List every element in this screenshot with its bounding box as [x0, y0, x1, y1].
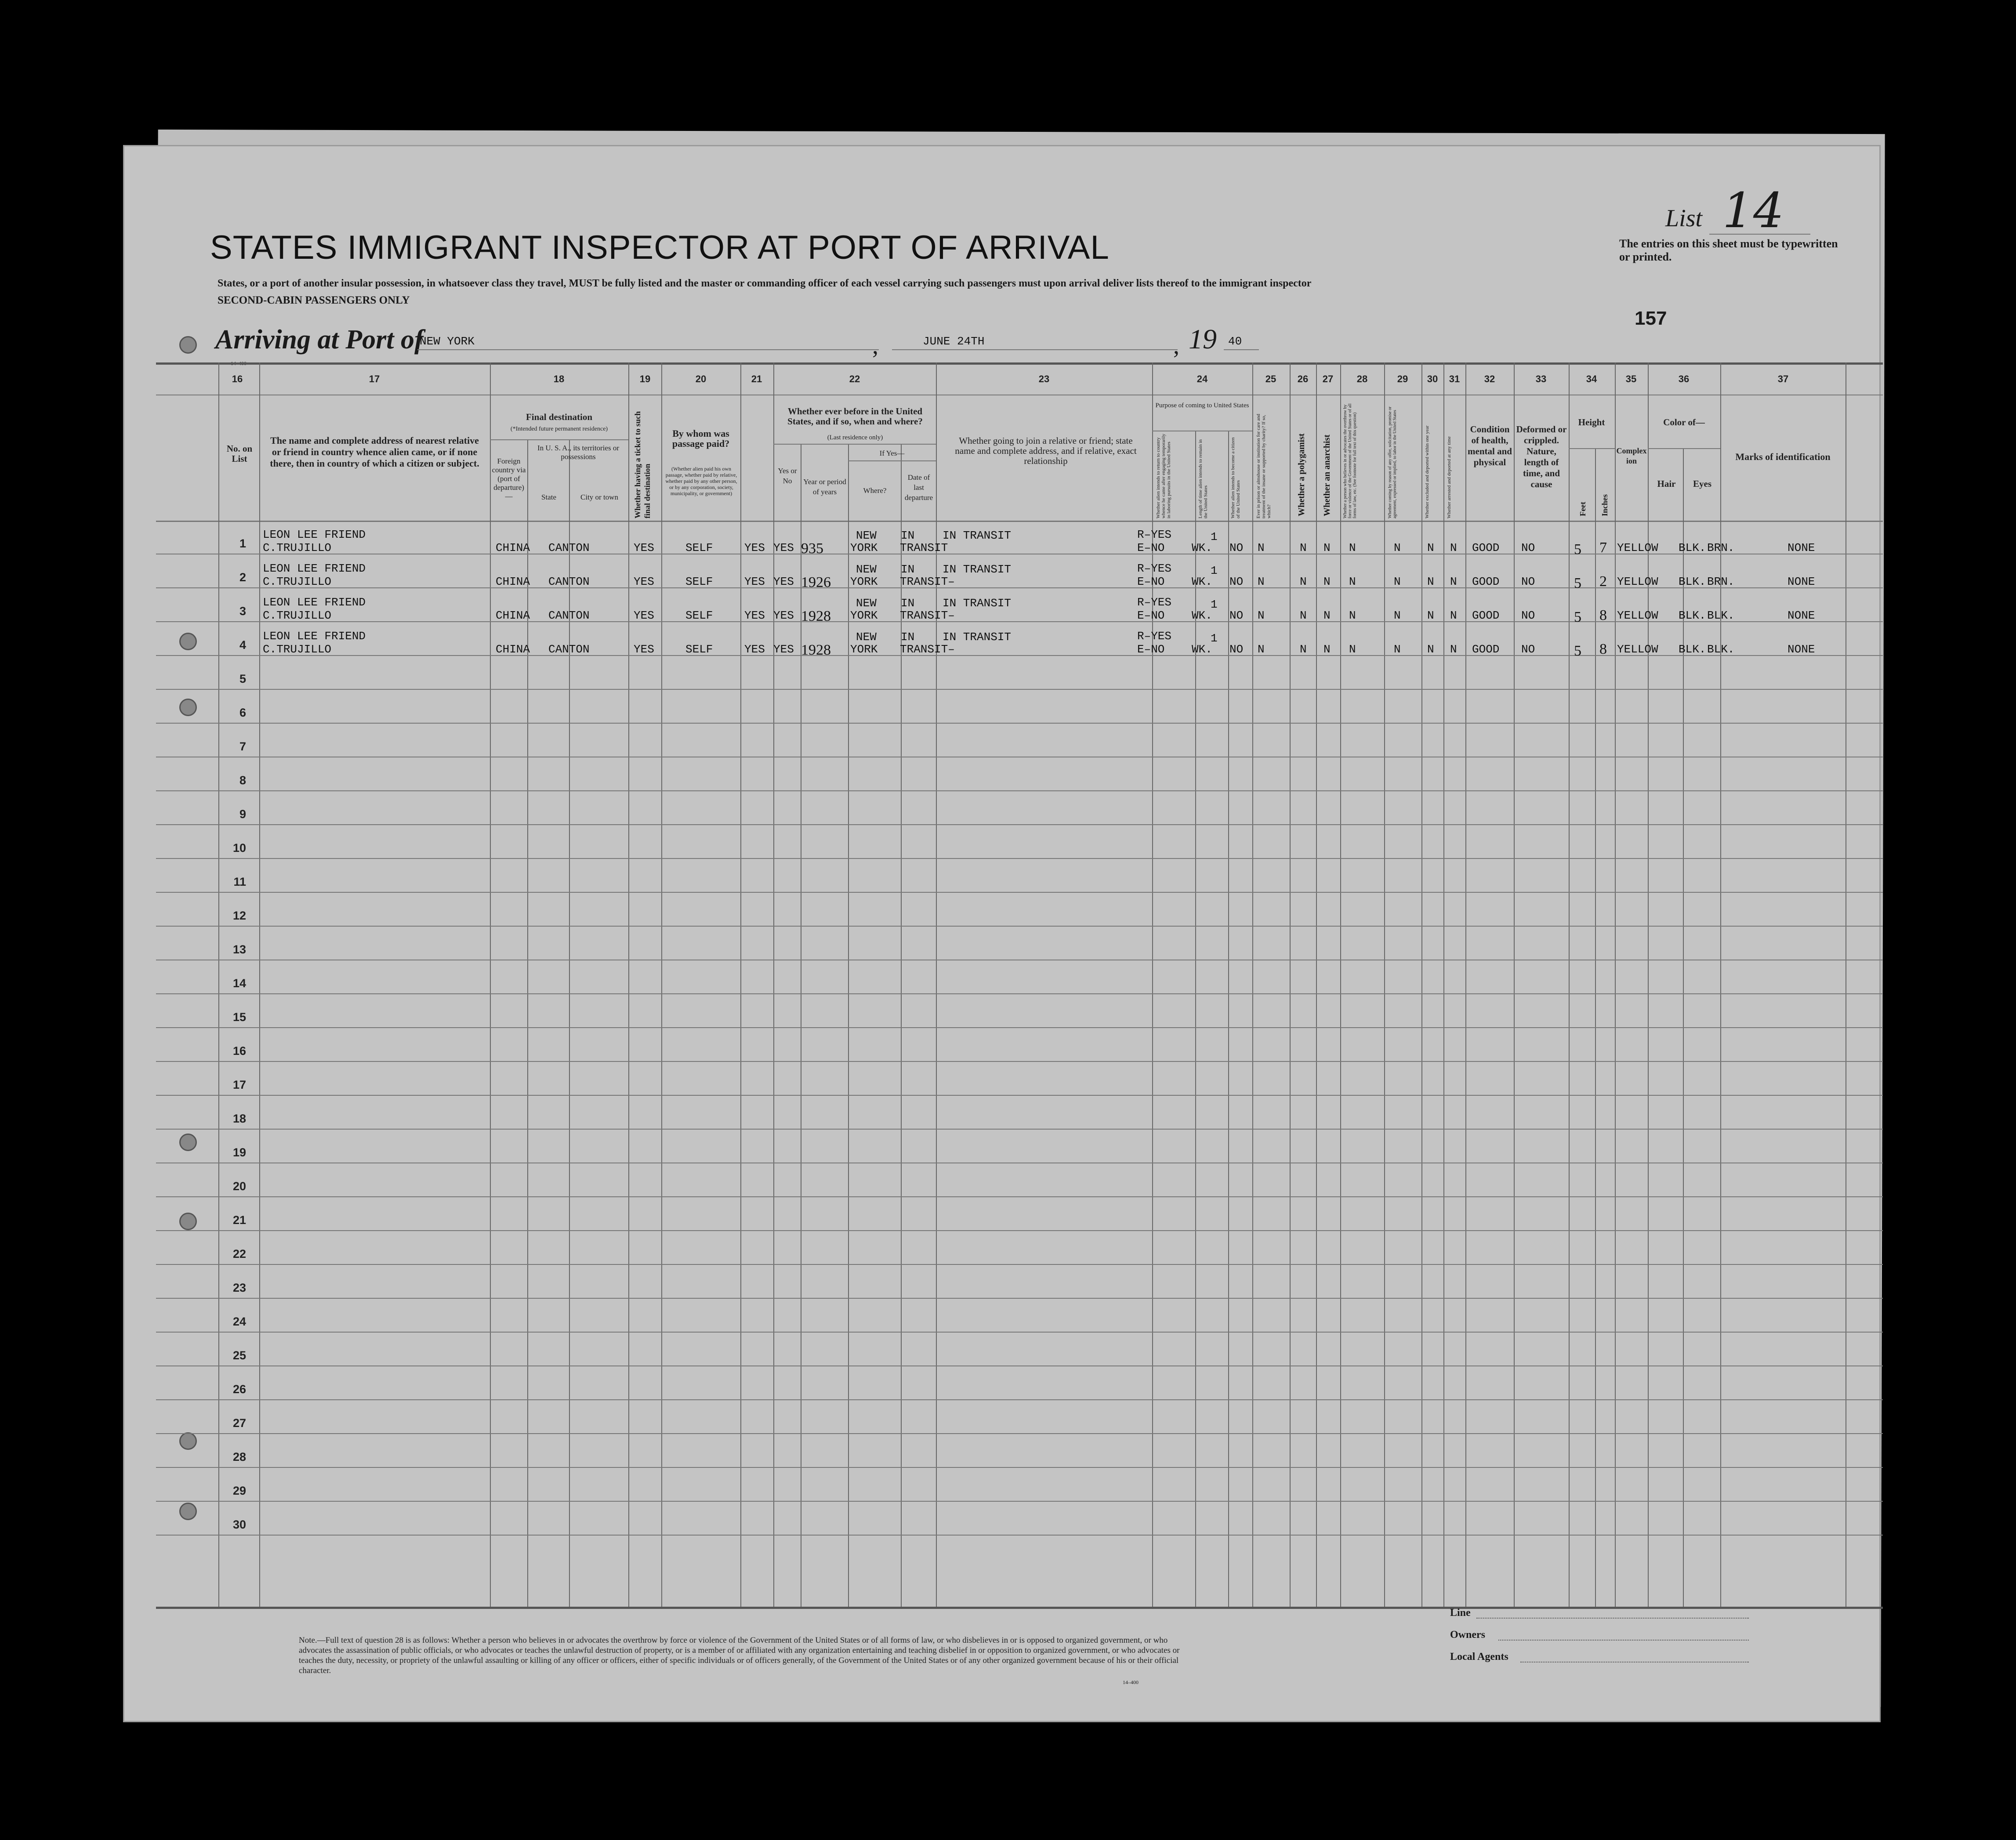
complexion-cell: YELLOW: [1617, 541, 1658, 554]
ticket-cell: YES: [634, 609, 654, 622]
complexion-cell: YELLOW: [1617, 609, 1658, 622]
page-number: 157: [1635, 308, 1667, 329]
eyes-cell: BLK.: [1707, 643, 1735, 656]
city-cell: CANTON: [548, 575, 590, 588]
date-top-cell: IN: [901, 630, 915, 644]
row-rule: [156, 723, 1883, 724]
anarchist-cell: N: [1323, 643, 1331, 656]
header-color-of: Color of—: [1663, 417, 1705, 427]
row-number: 11: [233, 875, 246, 888]
row-number: 1: [239, 537, 246, 550]
purpose-cell: E–NO: [1137, 541, 1165, 554]
marks-cell: NONE: [1788, 609, 1815, 622]
row-rule: [156, 1298, 1883, 1299]
polygamist-cell: N: [1300, 609, 1307, 622]
row-rule: [156, 1061, 1883, 1062]
port-value: NEW YORK: [420, 335, 475, 348]
pre-line: LEON LEE FRIEND: [263, 630, 366, 643]
hair-cell: BLK.: [1679, 575, 1706, 588]
passenger-class: SECOND-CABIN PASSENGERS ONLY: [218, 294, 410, 306]
row-number: 10: [232, 841, 246, 855]
citizen-cell: NO: [1229, 541, 1244, 554]
row-number: 14: [232, 977, 246, 990]
yes-no-cell: YES: [773, 575, 794, 588]
length-top-cell: 1: [1211, 530, 1218, 543]
q31-cell: N: [1450, 609, 1457, 622]
q31-cell: N: [1450, 575, 1457, 588]
header-relative: The name and complete address of nearest relative or friend in country whence alien came, or if none there, then in country of which a citizen or subject.: [270, 435, 479, 469]
date-top-cell: IN: [901, 597, 915, 610]
row-number: 23: [232, 1281, 246, 1294]
row-rule: [156, 689, 1883, 690]
header-q30: Whether excluded and deported within one year: [1425, 425, 1430, 518]
q29-cell: N: [1394, 575, 1401, 588]
arriving-label: Arriving at Port of: [215, 325, 424, 355]
port-underline: [417, 349, 879, 350]
header-bottom: [156, 521, 1883, 522]
punch-hole: [179, 1134, 197, 1151]
owners-underline: [1498, 1640, 1749, 1641]
header-date-departure: Date of last departure: [904, 473, 933, 502]
joining-cell: IN TRANSIT: [943, 563, 1012, 576]
length-top-cell: 1: [1211, 632, 1218, 645]
health-cell: GOOD: [1472, 609, 1500, 622]
agents-underline: [1520, 1662, 1749, 1663]
anarchist-cell: N: [1323, 575, 1331, 588]
country-cell: CHINA: [496, 609, 530, 622]
country-cell: CHINA: [496, 541, 530, 554]
date-cell: TRANSIT: [900, 541, 948, 554]
header-no-on-list: No. on List: [226, 443, 253, 464]
city-cell: CANTON: [548, 609, 590, 622]
citizen-cell: NO: [1229, 575, 1244, 588]
header-state: State: [541, 493, 556, 501]
header-q31: Whether arrested and deported at any time: [1447, 436, 1452, 518]
table-top-border: [156, 362, 1883, 365]
feet-cell: 5: [1574, 575, 1581, 591]
punch-hole: [179, 1213, 197, 1230]
deformed-cell: NO: [1521, 609, 1535, 622]
fifty-cell: YES: [744, 575, 765, 588]
header-ever-before: Whether ever before in the United States, and if so, when and where?: [787, 406, 923, 427]
year-prefix: 19: [1189, 323, 1217, 355]
eyes-cell: BRN.: [1707, 541, 1735, 554]
line-underline: [1476, 1618, 1749, 1619]
where-cell: YORK: [850, 643, 878, 656]
year-cell: 935: [801, 540, 823, 557]
country-cell: CHINA: [496, 575, 530, 588]
date-cell: TRANSIT–: [900, 609, 955, 622]
deformed-cell: NO: [1521, 541, 1535, 554]
where-top-cell: NEW: [856, 630, 877, 644]
header-joining: Whether going to join a relative or friend; state name and complete address, and if relative, exact relationship: [955, 435, 1137, 466]
where-top-cell: NEW: [856, 529, 877, 542]
header-q29: Whether coming by reason of any offer, solicitation, promise or agreement, expressed or implied, to labor in the United States: [1388, 406, 1397, 518]
prison-cell: N: [1258, 643, 1265, 656]
row-rule: [156, 1230, 1883, 1231]
row-rule: [156, 1535, 1883, 1536]
header-deformed: Deformed or crippled. Nature, length of time, and cause: [1516, 424, 1567, 489]
row-number: 18: [232, 1112, 246, 1125]
prison-cell: N: [1258, 609, 1265, 622]
date-cell: TRANSIT–: [900, 575, 955, 588]
passage-cell: SELF: [685, 643, 713, 656]
row-number: 13: [232, 943, 246, 956]
row-rule: [156, 1467, 1883, 1468]
date-top-cell: IN: [901, 529, 915, 542]
header-in-usa: In U. S. A., its territories or possessions: [537, 444, 620, 461]
q30-cell: N: [1427, 643, 1434, 656]
header-where: Where?: [863, 486, 887, 495]
relative-cell: C.TRUJILLO: [263, 609, 332, 622]
row-number: 19: [232, 1146, 246, 1159]
row-number: 7: [239, 740, 246, 753]
row-rule: [156, 892, 1883, 893]
purpose-top-cell: R–YES: [1137, 596, 1172, 609]
header-feet: Feet: [1578, 502, 1587, 516]
form-code: 14–400: [1123, 1679, 1139, 1685]
q28-cell: N: [1349, 643, 1356, 656]
q30-cell: N: [1427, 575, 1434, 588]
comma: ,: [872, 332, 878, 359]
header-final-destination: Final destination: [526, 412, 593, 422]
row-number: 21: [232, 1213, 246, 1227]
header-anarchist: Whether an anarchist: [1322, 435, 1332, 516]
row-number: 8: [239, 774, 246, 787]
length-top-cell: 1: [1211, 598, 1218, 611]
header-passage: By whom was passage paid?: [672, 428, 730, 449]
purpose-top-cell: R–YES: [1137, 630, 1172, 643]
year-cell: 1928: [801, 608, 831, 624]
yes-no-cell: YES: [773, 609, 794, 622]
ticket-cell: YES: [634, 541, 654, 554]
row-number: 4: [239, 638, 246, 652]
row-rule: [156, 1399, 1883, 1400]
inches-cell: 2: [1599, 573, 1607, 590]
pre-line: LEON LEE FRIEND: [263, 596, 366, 609]
anarchist-cell: N: [1323, 541, 1331, 554]
complexion-cell: YELLOW: [1617, 643, 1658, 656]
citizen-cell: NO: [1229, 643, 1244, 656]
header-city: City or town: [580, 493, 618, 501]
date-top-cell: IN: [901, 563, 915, 576]
line-label: Line: [1450, 1607, 1471, 1619]
date-cell: TRANSIT–: [900, 643, 955, 656]
header-polygamist: Whether a polygamist: [1297, 433, 1306, 516]
health-cell: GOOD: [1472, 643, 1500, 656]
row-rule: [156, 1129, 1883, 1130]
list-label: List: [1665, 205, 1703, 232]
header-eyes: Eyes: [1693, 478, 1711, 489]
date-underline: [892, 349, 1178, 350]
list-number: 14: [1722, 182, 1784, 239]
q29-cell: N: [1394, 541, 1401, 554]
pre-line: LEON LEE FRIEND: [263, 528, 366, 541]
row-rule: [156, 1501, 1883, 1502]
header-health: Condition of health, mental and physical: [1468, 424, 1512, 467]
yes-no-cell: YES: [773, 541, 794, 554]
row-number: 28: [232, 1450, 246, 1463]
header-purpose-a: Whether alien intends to return to country whence he came after engaging temporarily in laboring pursuits in the United States: [1156, 434, 1171, 518]
polygamist-cell: N: [1300, 541, 1307, 554]
where-cell: YORK: [850, 575, 878, 588]
ticket-cell: YES: [634, 643, 654, 656]
header-sub-line: [1648, 448, 1720, 449]
date-value: JUNE 24TH: [923, 335, 985, 348]
q31-cell: N: [1450, 643, 1457, 656]
anarchist-cell: N: [1323, 609, 1331, 622]
header-purpose-b: Length of time alien intends to remain in the United States: [1198, 439, 1208, 518]
owners-label: Owners: [1450, 1629, 1485, 1641]
row-number: 20: [232, 1180, 246, 1193]
where-top-cell: NEW: [856, 563, 877, 576]
year-suffix: 40: [1228, 335, 1242, 348]
inches-cell: 7: [1599, 540, 1607, 556]
year-cell: 1926: [801, 574, 831, 590]
header-if-yes: If Yes—: [879, 449, 905, 457]
header-height: Height: [1578, 417, 1605, 427]
feet-cell: 5: [1574, 541, 1581, 558]
health-cell: GOOD: [1472, 575, 1500, 588]
punch-hole: [179, 1432, 197, 1450]
header-foreign-country: Foreign country via (port of departure)—: [492, 457, 526, 500]
row-number: 26: [232, 1383, 246, 1396]
row-rule: [156, 790, 1883, 791]
subtitle: States, or a port of another insular possession, in whatsoever class they travel, MUST be fully listed and the master or commanding officer of each vessel carrying such passengers must upon arrival deliver lists thereof to the immigrant inspector: [218, 278, 1312, 289]
entry-instructions: The entries on this sheet must be typewritten or printed.: [1619, 237, 1838, 263]
purpose-cell: E–NO: [1137, 609, 1165, 622]
fifty-cell: YES: [744, 541, 765, 554]
footnote-text: Note.—Full text of question 28 is as follows: Whether a person who believes in or advocates the overthrow by force or violence of the Government of the United States or of all forms of law, or who disbelieves in or is opposed to organized government, or who advocates the assassination of public officials, or who advocates or teaches the unlawful destruction of property, or is a member of or affiliated with any organization entertaining and teaching disbelief in or opposition to organized government, or who advocates or teaches the duty, necessity, or propriety of the unlawful assaulting or killing of any officer or officers, either of specific individuals or of officers generally, of the Government of the United States or of any other organized government because of his or their official character.: [299, 1636, 1180, 1675]
q28-cell: N: [1349, 541, 1356, 554]
row-number: 15: [232, 1011, 246, 1024]
header-sub-line: [490, 439, 628, 440]
row-rule: [156, 926, 1883, 927]
fifty-cell: YES: [744, 609, 765, 622]
city-cell: CANTON: [548, 643, 590, 656]
inches-cell: 8: [1599, 641, 1607, 657]
row-number: 3: [239, 605, 246, 618]
feet-cell: 5: [1574, 643, 1581, 659]
marks-cell: NONE: [1788, 575, 1815, 588]
header-yes-no: Yes or No: [778, 467, 797, 485]
deformed-cell: NO: [1521, 643, 1535, 656]
year-cell: 1928: [801, 642, 831, 658]
yes-no-cell: YES: [773, 643, 794, 656]
header-sub-line: [773, 444, 936, 445]
where-top-cell: NEW: [856, 597, 877, 610]
marks-cell: NONE: [1788, 541, 1815, 554]
row-number: 5: [239, 672, 246, 685]
inches-cell: 8: [1599, 607, 1607, 623]
eyes-cell: BRN.: [1707, 575, 1735, 588]
row-rule: [156, 1196, 1883, 1197]
row-number: 27: [232, 1416, 246, 1430]
purpose-top-cell: R–YES: [1137, 562, 1172, 575]
q28-cell: N: [1349, 575, 1356, 588]
year-underline: [1224, 349, 1259, 350]
ticket-cell: YES: [634, 575, 654, 588]
header-sub-line: [848, 460, 936, 461]
feet-cell: 5: [1574, 609, 1581, 625]
length-cell: WK.: [1192, 643, 1212, 656]
header-year-period: Year or period of years: [803, 478, 846, 496]
header-passage-note: (Whether alien paid his own passage, whether paid by relative, whether paid by any other person, or by any corporation, society, municipality, or government): [665, 466, 737, 496]
prison-cell: N: [1258, 575, 1265, 588]
table-bottom-border: [156, 1607, 1883, 1609]
passage-cell: SELF: [685, 541, 713, 554]
row-rule: [156, 993, 1883, 994]
header-hair: Hair: [1657, 478, 1676, 489]
comma-2: ,: [1173, 332, 1179, 359]
header-purpose-c: Whether alien intends to become a citizen of the United States: [1230, 437, 1241, 518]
passage-cell: SELF: [685, 609, 713, 622]
row-rule: [156, 1027, 1883, 1028]
list-underline: [1709, 234, 1810, 235]
row-rule: [156, 1095, 1883, 1096]
citizen-cell: NO: [1229, 609, 1244, 622]
row-rule: [156, 1332, 1883, 1333]
row-number: 29: [232, 1484, 246, 1497]
row-rule: [156, 1264, 1883, 1265]
hair-cell: BLK.: [1679, 609, 1706, 622]
marks-cell: NONE: [1788, 643, 1815, 656]
header-ticket: Whether having a ticket to such final destination: [633, 411, 652, 518]
purpose-cell: E–NO: [1137, 643, 1165, 656]
length-cell: WK.: [1192, 541, 1212, 554]
header-prison: Ever in prison or almshouse or institution for care and treatment of the insane or supported by charity? If so, which?: [1256, 414, 1272, 518]
header-complexion: Complexion: [1616, 446, 1647, 465]
row-number: 17: [232, 1078, 246, 1091]
joining-cell: IN TRANSIT: [943, 529, 1012, 542]
relative-cell: C.TRUJILLO: [263, 575, 332, 588]
form-code-top: 14–400: [231, 360, 247, 366]
polygamist-cell: N: [1300, 575, 1307, 588]
city-cell: CANTON: [548, 541, 590, 554]
country-cell: CHINA: [496, 643, 530, 656]
row-number: 6: [239, 706, 246, 719]
deformed-cell: NO: [1521, 575, 1535, 588]
row-rule: [156, 824, 1883, 825]
q29-cell: N: [1394, 643, 1401, 656]
header-q28: Whether a person who believes in or advocates the overthrow by force or violence of the Government of the United States or of all forms of law, etc. (See footnote for full text of this question): [1343, 403, 1357, 518]
purpose-cell: E–NO: [1137, 575, 1165, 588]
row-number: 16: [232, 1044, 246, 1058]
prison-cell: N: [1258, 541, 1265, 554]
row-rule: [156, 1433, 1883, 1434]
length-cell: WK.: [1192, 609, 1212, 622]
row-number: 30: [232, 1518, 246, 1531]
row-number: 2: [239, 571, 246, 584]
health-cell: GOOD: [1472, 541, 1500, 554]
relative-cell: C.TRUJILLO: [263, 541, 332, 554]
row-number: 25: [232, 1349, 246, 1362]
punch-hole: [179, 699, 197, 716]
q30-cell: N: [1427, 541, 1434, 554]
row-rule: [156, 858, 1883, 859]
fifty-cell: YES: [744, 643, 765, 656]
relative-cell: C.TRUJILLO: [263, 643, 332, 656]
eyes-cell: BLK.: [1707, 609, 1735, 622]
where-cell: YORK: [850, 541, 878, 554]
row-number: 12: [232, 909, 246, 922]
agents-label: Local Agents: [1450, 1651, 1508, 1663]
header-last-residence: (Last residence only): [827, 434, 883, 441]
length-cell: WK.: [1192, 575, 1212, 588]
hair-cell: BLK.: [1679, 643, 1706, 656]
q28-cell: N: [1349, 609, 1356, 622]
header-final-destination-note: (*Intended future permanent residence): [510, 426, 608, 432]
purpose-top-cell: R–YES: [1137, 528, 1172, 541]
row-number: 9: [239, 808, 246, 821]
length-top-cell: 1: [1211, 564, 1218, 577]
page-title: STATES IMMIGRANT INSPECTOR AT PORT OF ARRIVAL: [210, 229, 1110, 266]
joining-cell: IN TRANSIT: [943, 630, 1012, 644]
row-number: 24: [232, 1315, 246, 1328]
header-sub-line: [1569, 448, 1615, 449]
row-number: 22: [232, 1247, 246, 1260]
polygamist-cell: N: [1300, 643, 1307, 656]
passage-cell: SELF: [685, 575, 713, 588]
joining-cell: IN TRANSIT: [943, 597, 1012, 610]
footnote: [299, 1635, 1186, 1676]
pre-line: LEON LEE FRIEND: [263, 562, 366, 575]
q31-cell: N: [1450, 541, 1457, 554]
header-marks: Marks of identification: [1735, 451, 1831, 462]
hair-cell: BLK.: [1679, 541, 1706, 554]
q30-cell: N: [1427, 609, 1434, 622]
complexion-cell: YELLOW: [1617, 575, 1658, 588]
q29-cell: N: [1394, 609, 1401, 622]
header-inches: Inches: [1600, 494, 1609, 516]
punch-hole: [179, 633, 197, 650]
header-purpose: Purpose of coming to United States: [1155, 402, 1249, 409]
punch-hole: [179, 1503, 197, 1520]
punch-hole: [179, 336, 197, 354]
where-cell: YORK: [850, 609, 878, 622]
